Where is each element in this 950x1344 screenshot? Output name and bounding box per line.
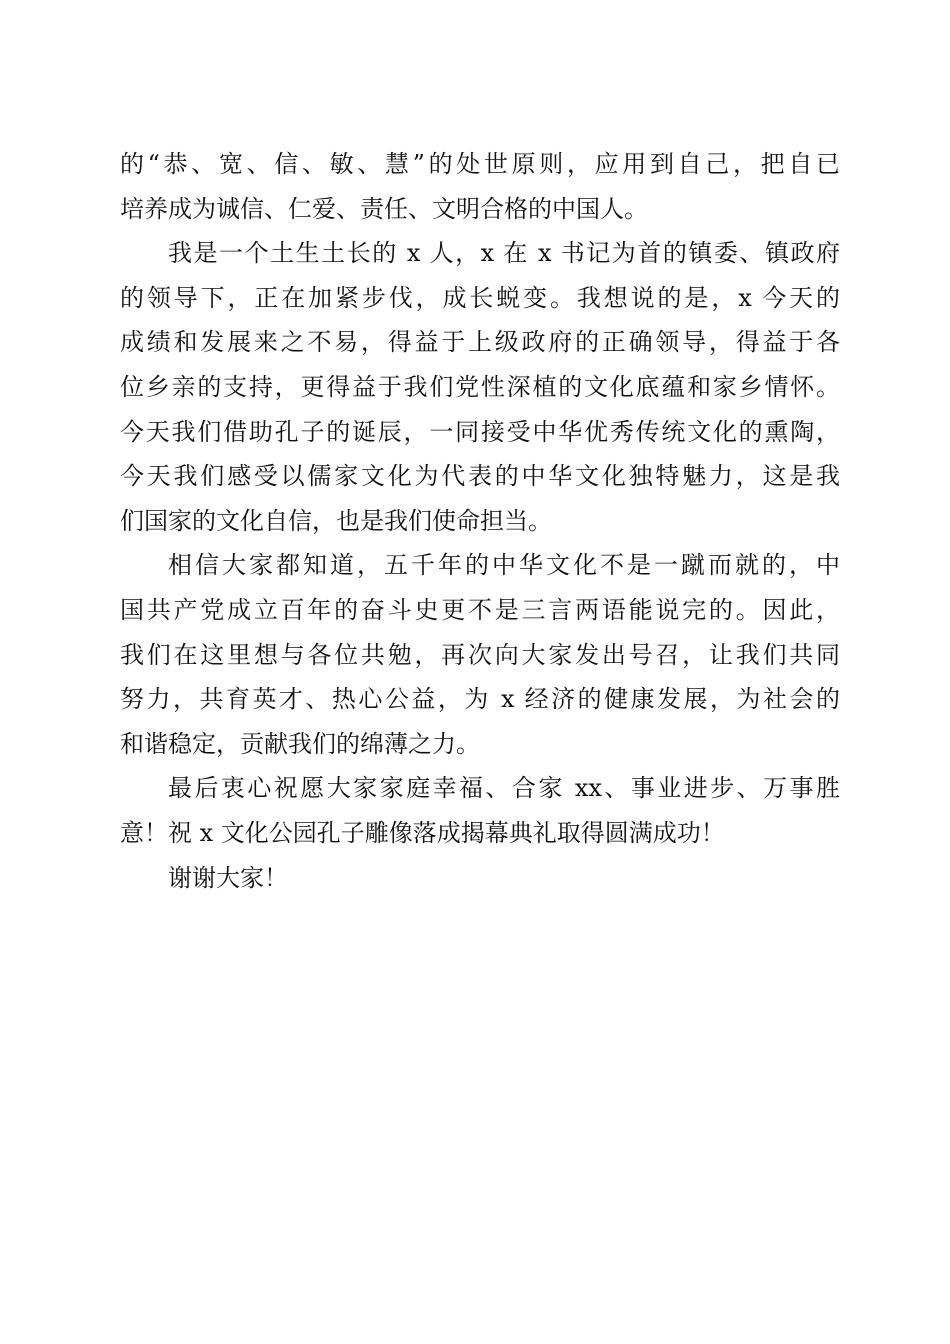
text-line: 我们在这里想与各位共勉，再次向大家发出号召，让我们共同 bbox=[120, 640, 840, 669]
paragraph-start-line: 我是一个土生土长的 x 人，x 在 x 书记为首的镇委、镇政府 bbox=[168, 239, 840, 268]
paragraph-start-line: 相信大家都知道，五千年的中华文化不是一蹴而就的，中 bbox=[168, 551, 840, 580]
text-line: 努力，共育英才、热心公益，为 x 经济的健康发展，为社会的 bbox=[120, 685, 840, 714]
text-line: 意！祝 x 文化公园孔子雕像落成揭幕典礼取得圆满成功！ bbox=[120, 818, 725, 847]
text-line: 今天我们感受以儒家文化为代表的中华文化独特魅力，这是我 bbox=[120, 462, 840, 491]
text-line: 位乡亲的支持，更得益于我们党性深植的文化底蕴和家乡情怀。 bbox=[120, 372, 840, 401]
speech-body bbox=[120, 142, 840, 900]
text-line: 今天我们借助孔子的诞辰，一同接受中华优秀传统文化的熏陶， bbox=[120, 417, 840, 446]
text-line: 们国家的文化自信，也是我们使命担当。 bbox=[120, 506, 552, 535]
text-line: 培养成为诚信、仁爱、责任、文明合格的中国人。 bbox=[120, 194, 648, 223]
closing-line: 谢谢大家！ bbox=[168, 863, 288, 892]
text-line: 的“恭、宽、信、敏、慧”的处世原则，应用到自己，把自已 bbox=[120, 150, 840, 178]
text-line: 成绩和发展来之不易，得益于上级政府的正确领导，得益于各 bbox=[120, 328, 840, 357]
text-line: 和谐稳定，贡献我们的绵薄之力。 bbox=[120, 729, 480, 758]
text-line: 国共产党成立百年的奋斗史更不是三言两语能说完的。因此， bbox=[120, 595, 840, 624]
text-line: 的领导下，正在加紧步伐，成长蜕变。我想说的是，x 今天的 bbox=[120, 283, 840, 312]
paragraph-start-line: 最后衷心祝愿大家家庭幸福、合家 xx、事业进步、万事胜 bbox=[168, 774, 840, 803]
